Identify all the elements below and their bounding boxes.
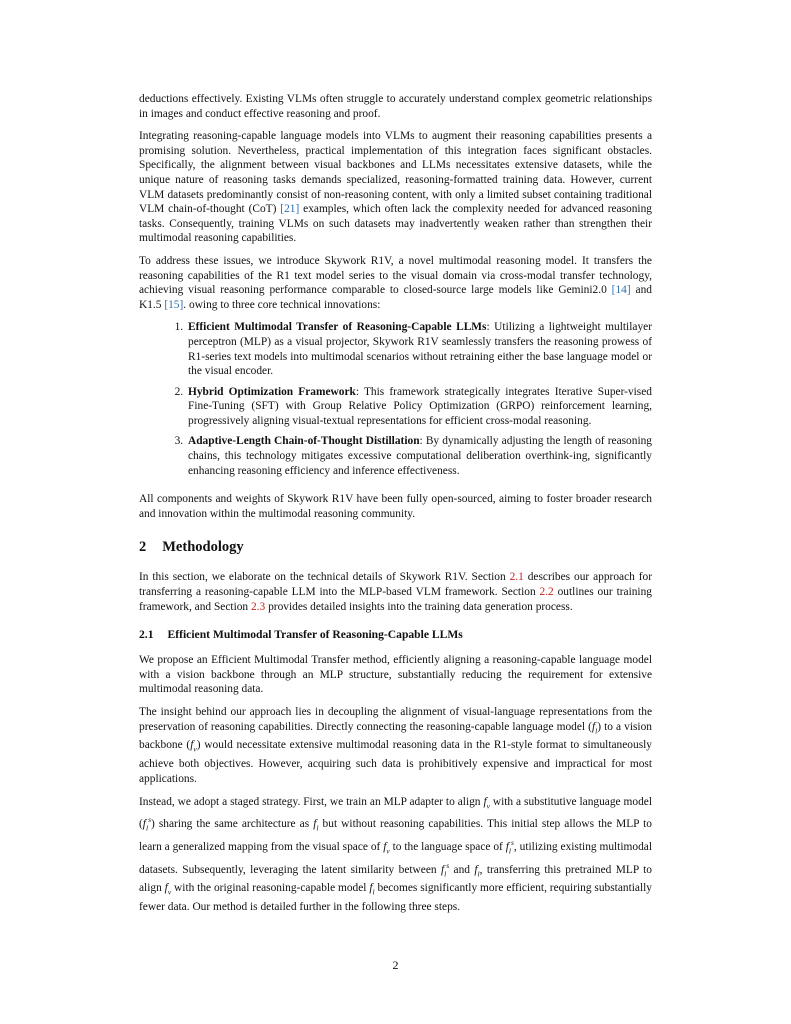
math-fls: $f_l^s$ — [440, 860, 450, 878]
section-ref-2-1[interactable]: 2.1 — [509, 571, 524, 584]
paragraph-insight: The insight behind our approach lies in decoupling the alignment of visual-language representations from the preservation of reasoning capabilities. Directly connecting the reasoning-capable language model $(f_l)$ to a vision backbone $(f_v)$ would necessitate extensive multimodal reasoning data in the R1-style format to simultaneously achieve both objectives. However, acquiring such data is prohibitively expensive and impractical for most applications. — [139, 706, 652, 785]
subsection-heading-2-1: 2.1 Efficient Multimodal Transfer of Reasoning-Capable LLMs — [139, 628, 463, 642]
paragraph-continued: deductions effectively. Existing VLMs often struggle to accurately understand complex geometric relationships in images and conduct effective reasoning and proof. — [139, 93, 652, 120]
math-fv: $f_v$ — [383, 840, 390, 856]
paragraph-methodology-intro: In this section, we elaborate on the technical details of Skywork R1V. Section 2.1 describes our approach for transferring a reasoning-capable LLM into the MLP-based VLM framework. Section 2.2 outlines our training framework, and Section 2.3 provides detailed insights into the training data generation process. — [139, 571, 653, 613]
math-fl: $f_l$ — [474, 863, 480, 878]
paragraph-integration: Integrating reasoning-capable language models into VLMs to augment their reasoning capabilities presents a promising solution. Nevertheless, practical implementation of this integration faces significant obstacles. Specifically, the alignment between visual backbones and LLMs necessitates extensive datasets, while the unique nature of reasoning tasks demands specialized, reasoning-formatted training data. However, current VLM datasets predominantly consist of non-reasoning content, with only a limited subset containing traditional VLM chain-of-thought (CoT) [21] examples, which often lack the complexity needed for advanced reasoning tasks. Consequently, training VLMs on such datasets may inadvertently weaken rather than strengthen their multimodal reasoning capabilities. — [139, 130, 652, 245]
innovation-item: 1. Efficient Multimodal Transfer of Reasoning-Capable LLMs: Utilizing a lightweight multilayer perceptron (MLP) as a visual projector, Skywork R1V seamlessly transfers the reasoning prowess of R1-series text models into multimodal scenarios without retraining either the base language model or the visual encoder. — [186, 320, 652, 378]
math-fv: $f_v$ — [190, 739, 197, 754]
math-fl: $f_l$ — [369, 882, 375, 897]
paragraph-transfer-method: We propose an Efficient Multimodal Transfer method, efficiently aligning a reasoning-capable language model with a vision backbone through an MLP structure, substantially reducing the requirement for extensive multimodal reasoning data. — [139, 654, 652, 696]
citation-21[interactable]: [21] — [280, 203, 300, 216]
paragraph-open-source: All components and weights of Skywork R1V have been fully open-sourced, aiming to foster broader research and innovation within the multimodal reasoning community. — [139, 493, 652, 520]
math-fls: $f_l^s$ — [505, 838, 514, 856]
math-fv: $f_v$ — [483, 795, 490, 810]
citation-15[interactable]: [15] — [164, 298, 184, 311]
section-ref-2-2[interactable]: 2.2 — [539, 586, 554, 599]
paragraph-staged-strategy: Instead, we adopt a staged strategy. First, we train an MLP adapter to align $f_v$ with a substitutive language model $(f_l^s)$ sharing the same architecture as $f_l$ but without reasoning capabilities. This initial step allows the MLP to learn a generalized mapping from the visual space of $f_v$ to the language space of $f_l^s$, utilizing existing multimodal datasets. Subsequently, leveraging the latent similarity between $f_l^s$ and $f_l$, transferring this pretrained MLP to align $f_v$ with the original reasoning-capable model $f_l$ becomes significantly more efficient, requiring substantially fewer data. Our method is detailed further in the following three steps. — [139, 795, 653, 914]
paragraph-introduce-r1v: To address these issues, we introduce Skywork R1V, a novel multimodal reasoning model. It transfers the reasoning capabilities of the R1 text model series to the visual domain via cross-modal transfer technology, achieving visual reasoning performance comparable to closed-source large models like Gemini2.0 [14] and K1.5 [15]. owing to three core technical innovations: — [139, 254, 652, 311]
innovation-item: 3. Adaptive-Length Chain-of-Thought Distillation: By dynamically adjusting the length of reasoning chains, this technology mitigates excessive computational deliberation overthink-ing, significantly enhancing reasoning efficiency and inference effectiveness. — [186, 434, 652, 478]
section-ref-2-3[interactable]: 2.3 — [250, 600, 266, 613]
math-fv: $f_v$ — [164, 882, 172, 897]
math-fls: $f_l^s$ — [142, 815, 151, 833]
page-number: 2 — [392, 958, 399, 972]
math-fl: $f_l$ — [591, 720, 598, 735]
section-heading-methodology: 2 Methodology — [139, 539, 244, 556]
citation-14[interactable]: [14] — [611, 284, 631, 297]
math-fl: $f_l$ — [313, 818, 319, 833]
paper-page-body — [139, 92, 652, 923]
innovations-list — [139, 320, 652, 478]
innovation-item: 2. Hybrid Optimization Framework: This framework strategically integrates Iterative Super-vised Fine-Tuning (SFT) with Group Relative Policy Optimization (GRPO) reinforcement learning, progressively aligning visual-textual representations for efficient cross-modal reasoning. — [186, 385, 652, 429]
